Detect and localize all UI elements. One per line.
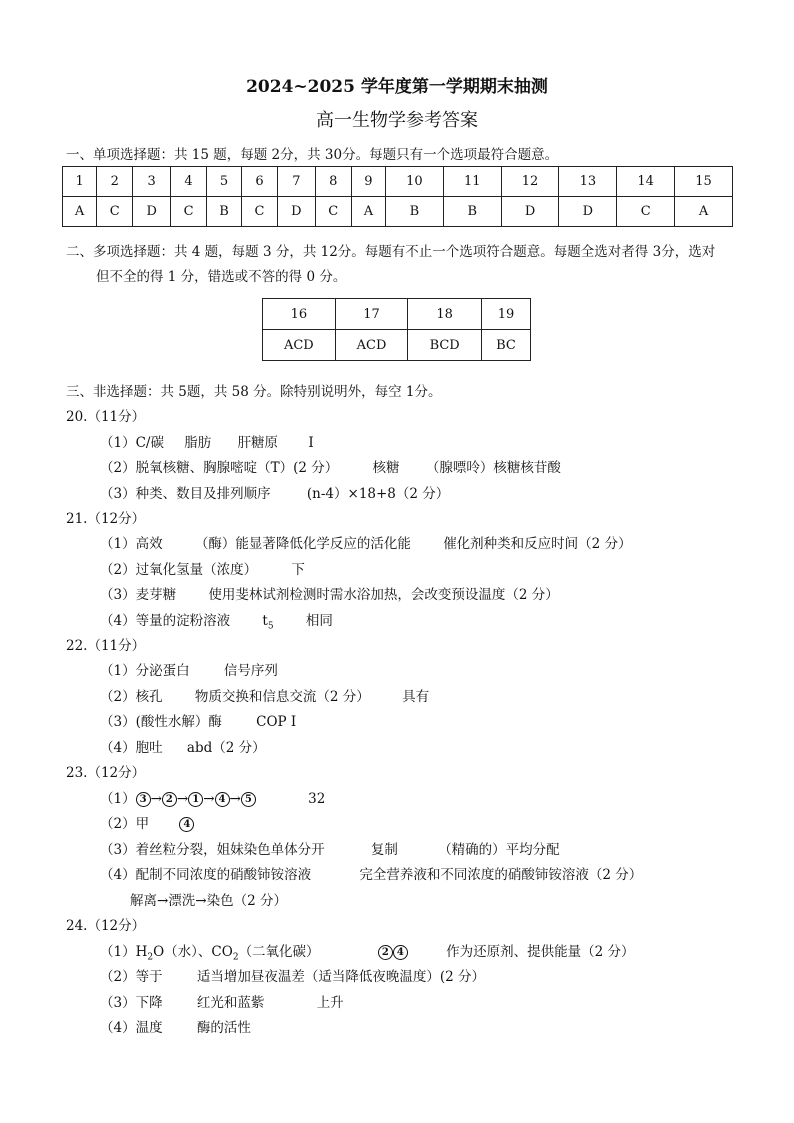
answer-part: O（水）、CO [153, 944, 233, 960]
answer-cell: C [315, 197, 351, 227]
q24-answer-4 [100, 1016, 251, 1036]
answer-part: （腺嘌呤）核糖核苷酸 [425, 460, 561, 476]
q22-answer-1 [100, 659, 278, 679]
question-20-label: 20.（11分） [66, 409, 146, 425]
answer-part: （3）种类、数目及排列顺序 [100, 486, 271, 502]
question-number-cell: 19 [481, 299, 530, 330]
q23-sequence [136, 791, 256, 807]
q21-answer-4 [100, 609, 333, 632]
answer-part: I [308, 435, 314, 451]
circled-number: 2 [162, 792, 177, 807]
q21-answer-2 [100, 558, 305, 578]
question-number-cell: 9 [351, 167, 385, 197]
answer-part: t [262, 613, 268, 629]
circled-number: 1 [188, 792, 203, 807]
answer-cell: C [617, 197, 675, 227]
question-number-cell: 14 [617, 167, 675, 197]
arrow-symbol: → [150, 791, 162, 807]
answer-part: （3）(酸性水解）酶 [100, 714, 222, 730]
answer-part: 适当增加昼夜温差（适当降低夜晚温度）(2 分） [196, 969, 486, 985]
arrow-symbol: → [176, 791, 189, 807]
question-number-cell: 6 [241, 167, 277, 197]
section1-heading: 一、单项选择题：共 15 题，每题 2分，共 30分。每题只有一个选项最符合题意。 [66, 147, 559, 163]
answer-part: （酶）能显著降低化学反应的活化能 [194, 536, 411, 552]
answer-part: 脂肪 [184, 435, 212, 451]
answer-cell: A [675, 197, 733, 227]
question-number-cell: 4 [171, 167, 207, 197]
circled-number: 3 [136, 792, 151, 807]
question-number-cell: 10 [386, 167, 444, 197]
multi-choice-answer-table [262, 298, 531, 361]
answer-part: 作为还原剂、提供能量（2 分） [446, 944, 635, 960]
question-number-cell: 15 [675, 167, 733, 197]
section2-heading-cont: 但不全的得 1 分，错选或不答的得 0 分。 [96, 269, 347, 285]
q23-answer-4 [100, 863, 642, 883]
answer-part: 完全营养液和不同浓度的硝酸铈铵溶液（2 分） [359, 867, 643, 883]
arrow-symbol: → [229, 791, 241, 807]
answer-part: （1）H [100, 944, 148, 960]
question-21-label: 21.（12分） [66, 511, 146, 527]
q24-answer-1 [100, 940, 635, 963]
question-24-label: 24.（12分） [66, 918, 146, 934]
answer-part: 下 [291, 562, 305, 578]
answer-cell: C [241, 197, 277, 227]
answer-part: abd（2 分） [186, 740, 266, 756]
answer-part: （4）胞吐 [100, 740, 163, 756]
answer-part: 物质交换和信息交流（2 分） [194, 689, 370, 705]
answer-part: 具有 [402, 689, 430, 705]
answer-part: 复制 [370, 842, 398, 858]
answer-cell: C [171, 197, 207, 227]
answer-part: （2）过氧化氢量（浓度） [100, 562, 258, 578]
q20-answer-3 [100, 482, 449, 502]
q22-answer-4 [100, 736, 266, 756]
answer-part: （2）等于 [100, 969, 163, 985]
circled-number: 4 [393, 945, 408, 960]
answer-part: （1）高效 [100, 536, 163, 552]
answer-cell: C [97, 197, 133, 227]
q20-answer-2 [100, 456, 561, 476]
answer-part: （4）配制不同浓度的硝酸铈铵溶液 [100, 867, 312, 883]
answer-part: 核糖 [372, 460, 400, 476]
q23-answer-3 [100, 838, 560, 858]
section2-heading: 二、多项选择题：共 4 题，每题 3 分，共 12分。每题有不止一个选项符合题意。每题全选对者得 3分，选对 [66, 244, 716, 260]
question-number-cell: 7 [278, 167, 316, 197]
question-number-cell: 3 [133, 167, 171, 197]
answer-part: 红光和蓝紫 [196, 995, 265, 1011]
answer-cell: B [443, 197, 501, 227]
question-number-cell: 16 [263, 299, 336, 330]
exam-title: 2024~2025 学年度第一学期期末抽测 [246, 77, 548, 97]
answer-part: 催化剂种类和反应时间（2 分） [443, 536, 632, 552]
question-22-label: 22.（11分） [66, 638, 146, 654]
answer-part: （3）麦芽糖 [100, 587, 177, 603]
answer-part: （2）甲 [100, 816, 150, 832]
question-number-cell: 13 [559, 167, 617, 197]
answer-part: (n-4）×18+8（2 分） [306, 486, 450, 502]
answer-part: （1） [100, 791, 136, 807]
answer-cell: B [207, 197, 242, 227]
answer-cell: B [386, 197, 444, 227]
answer-part: COP I [256, 714, 297, 730]
q23-answer-5: 解离→漂洗→染色（2 分） [130, 893, 288, 909]
circled-number: 4 [215, 792, 230, 807]
question-number-cell: 5 [207, 167, 242, 197]
answer-part: （3）下降 [100, 995, 163, 1011]
answer-part: 32 [308, 791, 326, 807]
answer-subscript: 2 [147, 952, 154, 963]
answer-part: （2）核孔 [100, 689, 163, 705]
question-number-cell: 8 [315, 167, 351, 197]
circled-number: 4 [179, 817, 194, 832]
answer-part: （2）脱氧核糖、胸腺嘧啶（T）(2 分） [100, 460, 339, 476]
q23-answer-2 [100, 812, 194, 832]
answer-key-subtitle: 高一生物学参考答案 [316, 110, 478, 131]
answer-part: 相同 [305, 613, 333, 629]
answer-cell: ACD [263, 330, 336, 361]
question-number-cell: 18 [408, 299, 482, 330]
answer-part: 使用斐林试剂检测时需水浴加热，会改变预设温度（2 分） [208, 587, 559, 603]
answer-part: （精确的）平均分配 [438, 842, 560, 858]
table-row-answers [263, 330, 531, 361]
answer-cell: A [351, 197, 385, 227]
answer-part: 上升 [316, 995, 344, 1011]
answer-cell: BCD [408, 330, 482, 361]
question-23-label: 23.（12分） [66, 765, 146, 781]
circled-number: 2 [378, 945, 393, 960]
answer-subscript: 2 [232, 952, 239, 963]
answer-subscript: 5 [267, 621, 274, 632]
answer-part: 信号序列 [223, 663, 278, 679]
q24-answer-2 [100, 965, 485, 985]
q20-answer-1 [100, 431, 314, 451]
q22-answer-3 [100, 710, 296, 730]
answer-cell: D [133, 197, 171, 227]
question-number-cell: 17 [335, 299, 408, 330]
answer-part: （1）C/碳 [100, 435, 164, 451]
q22-answer-2 [100, 685, 429, 705]
q23-answer-1 [100, 787, 325, 807]
question-number-cell: 12 [501, 167, 559, 197]
answer-cell: D [501, 197, 559, 227]
circled-number: 5 [241, 792, 256, 807]
answer-cell: D [278, 197, 316, 227]
answer-cell: BC [481, 330, 530, 361]
answer-part: （4）等量的淀粉溶液 [100, 613, 231, 629]
answer-part: 肝糖原 [237, 435, 279, 451]
answer-cell: D [559, 197, 617, 227]
answer-part: （4）温度 [100, 1020, 163, 1036]
answer-part: （1）分泌蛋白 [100, 663, 190, 679]
table-row-answers [63, 197, 733, 227]
answer-part: 酶的活性 [196, 1020, 251, 1036]
question-number-cell: 2 [97, 167, 133, 197]
table-row-question-numbers [263, 299, 531, 330]
question-number-cell: 11 [443, 167, 501, 197]
answer-cell: A [63, 197, 97, 227]
answer-cell: ACD [335, 330, 408, 361]
question-number-cell: 1 [63, 167, 97, 197]
answer-part: （3）着丝粒分裂，姐妹染色单体分开 [100, 842, 325, 858]
q24-answer-3 [100, 991, 344, 1011]
table-row-question-numbers [63, 167, 733, 197]
single-choice-answer-table [62, 166, 733, 227]
answer-part: （二氧化碳） [238, 944, 320, 960]
q21-answer-1 [100, 532, 632, 552]
section3-heading: 三、非选择题：共 5题，共 58 分。除特别说明外，每空 1分。 [66, 384, 442, 400]
q21-answer-3 [100, 583, 559, 603]
arrow-symbol: → [203, 791, 215, 807]
